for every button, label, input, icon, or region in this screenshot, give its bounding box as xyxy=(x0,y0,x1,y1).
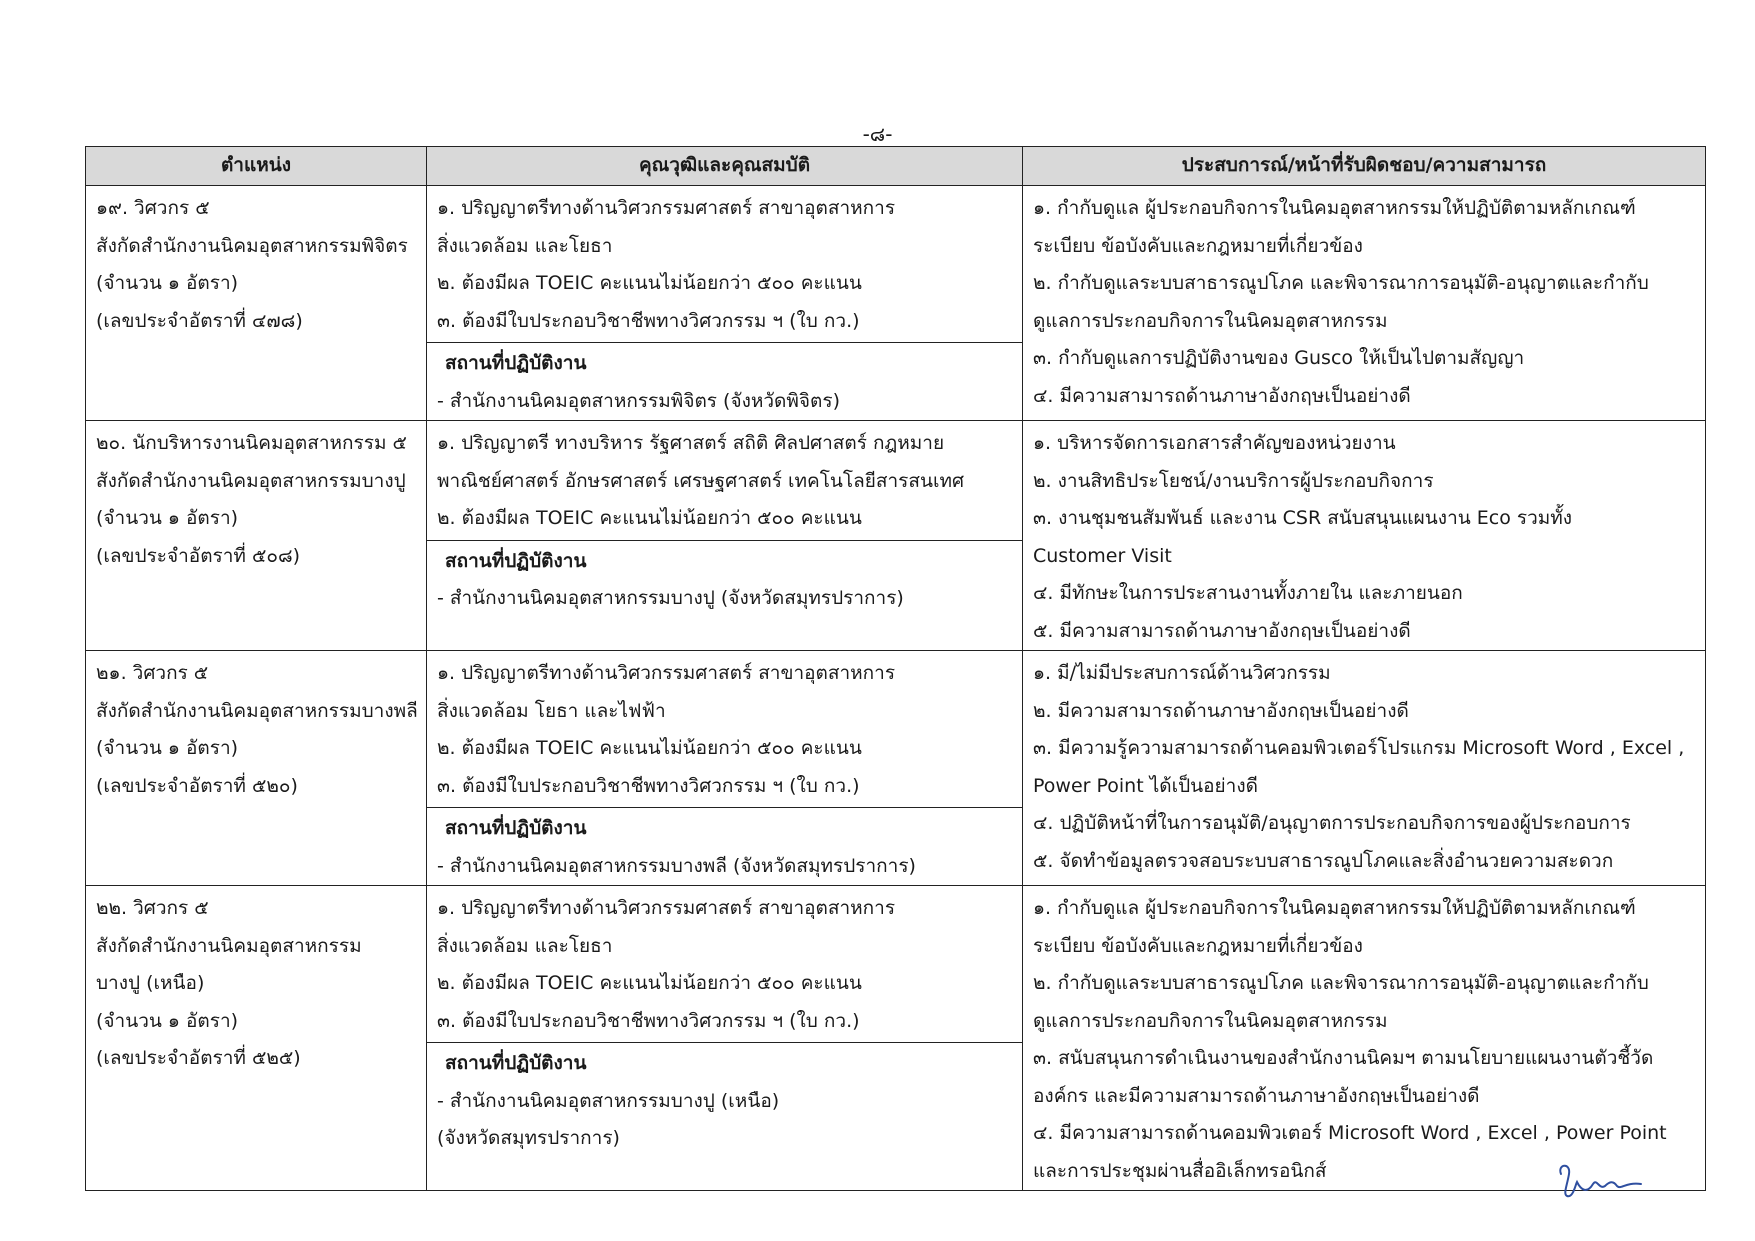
qualification-line: ๑. ปริญญาตรีทางด้านวิศวกรรมศาสตร์ สาขาอุตสาหการ xyxy=(437,662,896,684)
qualification-line: ๓. ต้องมีใบประกอบวิชาชีพทางวิศวกรรม ฯ (ใบ กว.) xyxy=(437,774,860,797)
table-row xyxy=(86,421,1706,651)
workplace-line: (จังหวัดสมุทรปราการ) xyxy=(437,1127,620,1149)
experience-line: ๑. มี/ไม่มีประสบการณ์ด้านวิศวกรรม xyxy=(1033,662,1331,684)
experience-line: ๑. กำกับดูแล ผู้ประกอบกิจการในนิคมอุตสาหกรรมให้ปฏิบัติตามหลักเกณฑ์ xyxy=(1033,197,1636,219)
workplace-section xyxy=(427,807,1022,885)
position-line: บางปู (เหนือ) xyxy=(96,972,205,994)
qualification-line: ๒. ต้องมีผล TOEIC คะแนนไม่น้อยกว่า ๕๐๐ คะแนน xyxy=(437,272,862,294)
position-line: ๒๐. นักบริหารงานนิคมอุตสาหกรรม ๕ xyxy=(96,432,407,454)
qualifications-list xyxy=(427,186,1022,342)
workplace-section xyxy=(427,1042,1022,1158)
position-line: (เลขประจำอัตราที่ ๕๐๘) xyxy=(96,544,301,567)
position-line: สังกัดสำนักงานนิคมอุตสาหกรรมพิจิตร xyxy=(96,234,408,257)
position-cell xyxy=(86,421,427,651)
qualification-line: ๑. ปริญญาตรี ทางบริหาร รัฐศาสตร์ สถิติ ศิลปศาสตร์ กฎหมาย xyxy=(437,432,945,454)
qualifications-cell xyxy=(427,651,1023,886)
workplace-line: - สำนักงานนิคมอุตสาหกรรมบางพลี (จังหวัดสมุทรปราการ) xyxy=(437,854,916,877)
position-line: (จำนวน ๑ อัตรา) xyxy=(96,272,239,294)
header-position: ตำแหน่ง xyxy=(86,147,427,186)
workplace-section xyxy=(427,540,1022,618)
position-cell xyxy=(86,651,427,886)
experience-line: ๒. กำกับดูแลระบบสาธารณูปโภค และพิจารณาการอนุมัติ-อนุญาตและกำกับ xyxy=(1033,272,1649,294)
handwritten-signature xyxy=(1555,1160,1645,1200)
qualifications-list xyxy=(427,651,1022,807)
header-qualifications: คุณวุฒิและคุณสมบัติ xyxy=(427,147,1023,186)
experience-line: ๒. มีความสามารถด้านภาษาอังกฤษเป็นอย่างดี xyxy=(1033,699,1409,722)
qualification-line: ๒. ต้องมีผล TOEIC คะแนนไม่น้อยกว่า ๕๐๐ คะแนน xyxy=(437,507,862,529)
position-line: (เลขประจำอัตราที่ ๕๒๐) xyxy=(96,774,298,797)
position-line: ๒๒. วิศวกร ๕ xyxy=(96,897,209,919)
qualification-line: สิ่งแวดล้อม โยธา และไฟฟ้า xyxy=(437,699,666,722)
qualification-line: สิ่งแวดล้อม และโยธา xyxy=(437,934,613,957)
position-line: สังกัดสำนักงานนิคมอุตสาหกรรมบางปู xyxy=(96,469,406,492)
qualifications-cell xyxy=(427,186,1023,421)
experience-cell xyxy=(1023,186,1706,421)
page-number: -๘- xyxy=(862,122,893,146)
experience-line: ดูแลการประกอบกิจการในนิคมอุตสาหกรรม xyxy=(1033,309,1388,332)
experience-line: ๔. ปฏิบัติหน้าที่ในการอนุมัติ/อนุญาตการประกอบกิจการของผู้ประกอบการ xyxy=(1033,812,1631,834)
experience-cell xyxy=(1023,651,1706,886)
table-row xyxy=(86,186,1706,421)
experience-line: ๓. สนับสนุนการดำเนินงานของสำนักงานนิคมฯ ตามนโยบายแผนงานตัวชี้วัด xyxy=(1033,1047,1654,1069)
experience-line: ดูแลการประกอบกิจการในนิคมอุตสาหกรรม xyxy=(1033,1009,1388,1032)
experience-line: และการประชุมผ่านสื่ออิเล็กทรอนิกส์ xyxy=(1033,1159,1327,1182)
experience-line: ๔. มีทักษะในการประสานงานทั้งภายใน และภายนอก xyxy=(1033,582,1463,604)
experience-cell xyxy=(1023,421,1706,651)
table-row xyxy=(86,651,1706,886)
workplace-title: สถานที่ปฏิบัติงาน xyxy=(445,549,587,572)
experience-line: Customer Visit xyxy=(1033,544,1172,567)
qualification-line: สิ่งแวดล้อม และโยธา xyxy=(437,234,613,257)
qualifications-cell xyxy=(427,886,1023,1191)
experience-line: ๔. มีความสามารถด้านคอมพิวเตอร์ Microsoft Word , Excel , Power Point xyxy=(1033,1122,1667,1144)
workplace-title: สถานที่ปฏิบัติงาน xyxy=(445,1052,587,1074)
position-line: (เลขประจำอัตราที่ ๕๒๕) xyxy=(96,1047,301,1069)
position-line: ๑๙. วิศวกร ๕ xyxy=(96,197,210,219)
experience-line: Power Point ได้เป็นอย่างดี xyxy=(1033,774,1258,797)
experience-cell xyxy=(1023,886,1706,1191)
experience-line: ๒. กำกับดูแลระบบสาธารณูปโภค และพิจารณาการอนุมัติ-อนุญาตและกำกับ xyxy=(1033,972,1649,994)
position-line: (จำนวน ๑ อัตรา) xyxy=(96,737,239,759)
position-line: (เลขประจำอัตราที่ ๔๗๘) xyxy=(96,309,303,332)
table-row xyxy=(86,886,1706,1191)
qualification-line: ๒. ต้องมีผล TOEIC คะแนนไม่น้อยกว่า ๕๐๐ คะแนน xyxy=(437,972,862,994)
position-cell xyxy=(86,186,427,421)
workplace-line: - สำนักงานนิคมอุตสาหกรรมบางปู (เหนือ) xyxy=(437,1089,780,1112)
experience-line: ๒. งานสิทธิประโยชน์/งานบริการผู้ประกอบกิจการ xyxy=(1033,469,1434,492)
experience-line: ๑. กำกับดูแล ผู้ประกอบกิจการในนิคมอุตสาหกรรมให้ปฏิบัติตามหลักเกณฑ์ xyxy=(1033,897,1636,919)
experience-line: ๕. จัดทำข้อมูลตรวจสอบระบบสาธารณูปโภคและสิ่งอำนวยความสะดวก xyxy=(1033,849,1614,872)
experience-line: ระเบียบ ข้อบังคับและกฎหมายที่เกี่ยวข้อง xyxy=(1033,234,1363,257)
workplace-title: สถานที่ปฏิบัติงาน xyxy=(445,352,587,374)
qualification-line: ๑. ปริญญาตรีทางด้านวิศวกรรมศาสตร์ สาขาอุตสาหการ xyxy=(437,897,896,919)
position-line: (จำนวน ๑ อัตรา) xyxy=(96,1009,239,1032)
header-experience: ประสบการณ์/หน้าที่รับผิดชอบ/ความสามารถ xyxy=(1023,147,1706,186)
position-line: ๒๑. วิศวกร ๕ xyxy=(96,662,209,684)
qualification-line: ๑. ปริญญาตรีทางด้านวิศวกรรมศาสตร์ สาขาอุตสาหการ xyxy=(437,197,896,219)
qualifications-list xyxy=(427,886,1022,1042)
workplace-section xyxy=(427,342,1022,420)
qualification-line: ๓. ต้องมีใบประกอบวิชาชีพทางวิศวกรรม ฯ (ใบ กว.) xyxy=(437,1009,860,1032)
experience-line: ๑. บริหารจัดการเอกสารสำคัญของหน่วยงาน xyxy=(1033,432,1396,454)
position-line: สังกัดสำนักงานนิคมอุตสาหกรรม xyxy=(96,934,362,957)
experience-line: ๔. มีความสามารถด้านภาษาอังกฤษเป็นอย่างดี xyxy=(1033,384,1411,407)
experience-line: ๓. งานชุมชนสัมพันธ์ และงาน CSR สนับสนุนแผนงาน Eco รวมทั้ง xyxy=(1033,507,1573,529)
positions-table xyxy=(85,146,1706,1191)
workplace-line: - สำนักงานนิคมอุตสาหกรรมบางปู (จังหวัดสมุทรปราการ) xyxy=(437,587,904,609)
qualifications-list xyxy=(427,421,1022,540)
experience-line: ๓. กำกับดูแลการปฏิบัติงานของ Gusco ให้เป็นไปตามสัญญา xyxy=(1033,347,1525,369)
table-header-row xyxy=(86,147,1706,186)
position-line: สังกัดสำนักงานนิคมอุตสาหกรรมบางพลี xyxy=(96,699,418,722)
experience-line: ระเบียบ ข้อบังคับและกฎหมายที่เกี่ยวข้อง xyxy=(1033,934,1363,957)
qualification-line: ๓. ต้องมีใบประกอบวิชาชีพทางวิศวกรรม ฯ (ใบ กว.) xyxy=(437,309,860,332)
qualifications-cell xyxy=(427,421,1023,651)
position-line: (จำนวน ๑ อัตรา) xyxy=(96,507,239,529)
workplace-line: - สำนักงานนิคมอุตสาหกรรมพิจิตร (จังหวัดพิจิตร) xyxy=(437,389,840,412)
experience-line: ๕. มีความสามารถด้านภาษาอังกฤษเป็นอย่างดี xyxy=(1033,619,1411,642)
workplace-title: สถานที่ปฏิบัติงาน xyxy=(445,817,587,839)
experience-line: ๓. มีความรู้ความสามารถด้านคอมพิวเตอร์โปรแกรม Microsoft Word , Excel , xyxy=(1033,737,1685,759)
experience-line: องค์กร และมีความสามารถด้านภาษาอังกฤษเป็นอย่างดี xyxy=(1033,1084,1480,1107)
position-cell xyxy=(86,886,427,1191)
qualification-line: ๒. ต้องมีผล TOEIC คะแนนไม่น้อยกว่า ๕๐๐ คะแนน xyxy=(437,737,862,759)
qualification-line: พาณิชย์ศาสตร์ อักษรศาสตร์ เศรษฐศาสตร์ เทคโนโลยีสารสนเทศ xyxy=(437,469,965,492)
